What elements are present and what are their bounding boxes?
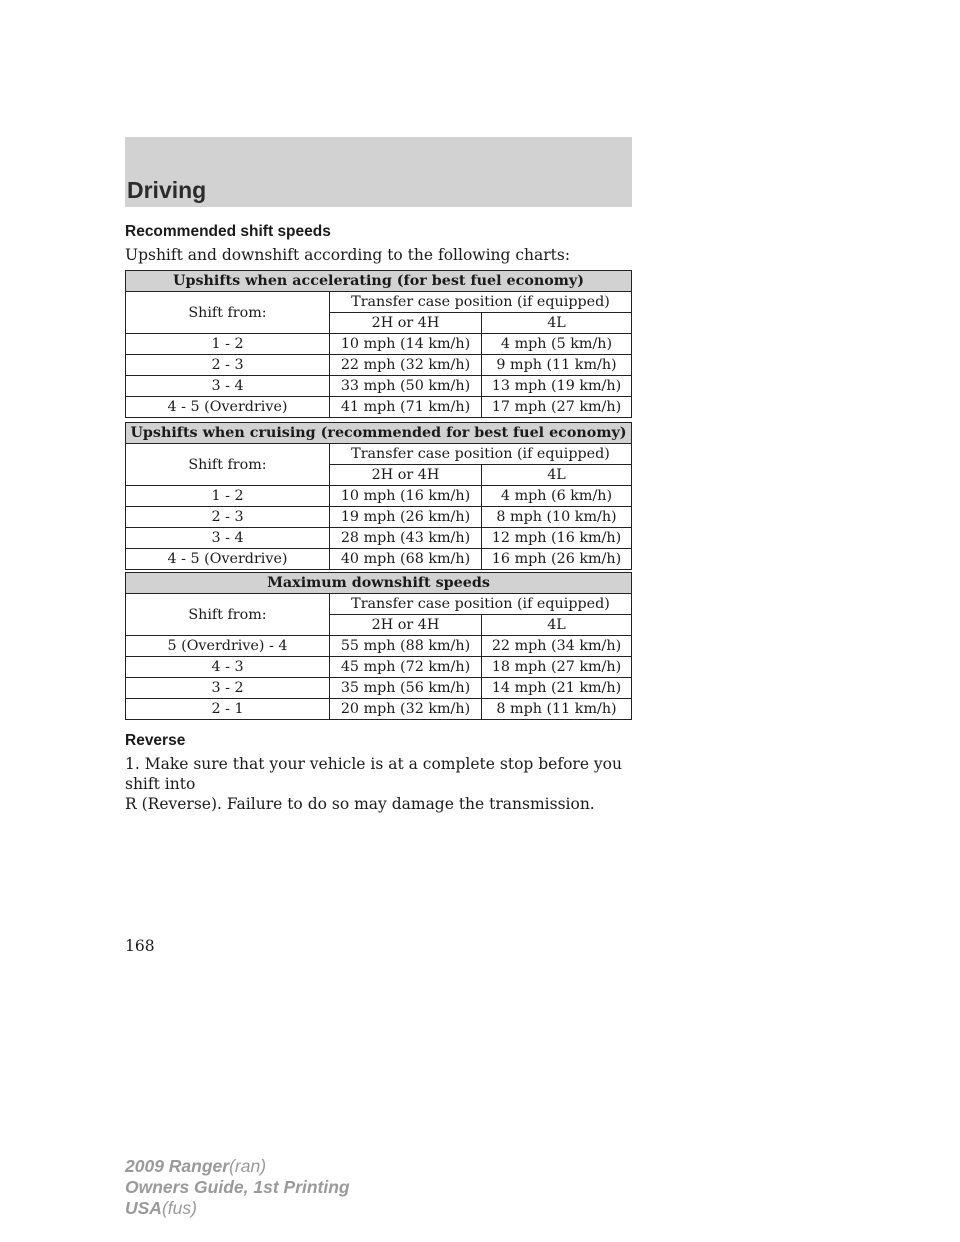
transfer-case-header: Transfer case position (if equipped) bbox=[330, 292, 632, 313]
table-row bbox=[126, 528, 632, 549]
chapter-header bbox=[125, 137, 632, 207]
table-row bbox=[126, 486, 632, 507]
speed-4l-cell: 8 mph (10 km/h) bbox=[482, 507, 632, 528]
table-row bbox=[126, 334, 632, 355]
shift-gear-cell: 2 - 3 bbox=[126, 355, 330, 376]
max-downshift-table bbox=[125, 572, 632, 720]
footer-line-3 bbox=[125, 1198, 350, 1219]
section-title-reverse: Reverse bbox=[125, 732, 186, 749]
shift-gear-cell: 3 - 4 bbox=[126, 528, 330, 549]
intro-text: Upshift and downshift according to the following charts: bbox=[125, 246, 571, 264]
speed-4l-cell: 13 mph (19 km/h) bbox=[482, 376, 632, 397]
shift-gear-cell: 3 - 4 bbox=[126, 376, 330, 397]
shift-gear-cell: 1 - 2 bbox=[126, 486, 330, 507]
speed-2h-4h-cell: 55 mph (88 km/h) bbox=[330, 636, 482, 657]
shift-gear-cell: 4 - 3 bbox=[126, 657, 330, 678]
transfer-case-header: Transfer case position (if equipped) bbox=[330, 594, 632, 615]
table-row bbox=[126, 355, 632, 376]
speed-2h-4h-cell: 28 mph (43 km/h) bbox=[330, 528, 482, 549]
reverse-text bbox=[125, 754, 645, 814]
speed-2h-4h-cell: 45 mph (72 km/h) bbox=[330, 657, 482, 678]
table-row bbox=[126, 549, 632, 570]
speed-2h-4h-cell: 10 mph (16 km/h) bbox=[330, 486, 482, 507]
speed-4l-cell: 8 mph (11 km/h) bbox=[482, 699, 632, 720]
speed-4l-cell: 18 mph (27 km/h) bbox=[482, 657, 632, 678]
speed-2h-4h-cell: 40 mph (68 km/h) bbox=[330, 549, 482, 570]
speed-2h-4h-cell: 35 mph (56 km/h) bbox=[330, 678, 482, 699]
footer-printing: Owners Guide, 1st Printing bbox=[125, 1177, 350, 1197]
table-row bbox=[126, 657, 632, 678]
speed-2h-4h-cell: 22 mph (32 km/h) bbox=[330, 355, 482, 376]
shift-from-header: Shift from: bbox=[126, 292, 330, 334]
table-row bbox=[126, 678, 632, 699]
footer-market: USA bbox=[125, 1198, 162, 1218]
table-row bbox=[126, 507, 632, 528]
transfer-case-header: Transfer case position (if equipped) bbox=[330, 444, 632, 465]
upshift-accelerating-table bbox=[125, 270, 632, 418]
column-header-4l: 4L bbox=[482, 465, 632, 486]
speed-4l-cell: 12 mph (16 km/h) bbox=[482, 528, 632, 549]
footer-imprint bbox=[125, 1156, 350, 1219]
table-title: Maximum downshift speeds bbox=[126, 573, 632, 594]
speed-4l-cell: 9 mph (11 km/h) bbox=[482, 355, 632, 376]
speed-4l-cell: 4 mph (6 km/h) bbox=[482, 486, 632, 507]
chapter-title: Driving bbox=[127, 177, 207, 203]
column-header-4l: 4L bbox=[482, 615, 632, 636]
speed-2h-4h-cell: 20 mph (32 km/h) bbox=[330, 699, 482, 720]
table-row bbox=[126, 636, 632, 657]
shift-gear-cell: 5 (Overdrive) - 4 bbox=[126, 636, 330, 657]
speed-2h-4h-cell: 41 mph (71 km/h) bbox=[330, 397, 482, 418]
shift-gear-cell: 3 - 2 bbox=[126, 678, 330, 699]
speed-4l-cell: 4 mph (5 km/h) bbox=[482, 334, 632, 355]
column-header-2h-4h: 2H or 4H bbox=[330, 313, 482, 334]
shift-gear-cell: 2 - 3 bbox=[126, 507, 330, 528]
table-row bbox=[126, 376, 632, 397]
table-title: Upshifts when cruising (recommended for best fuel economy) bbox=[126, 423, 632, 444]
column-header-2h-4h: 2H or 4H bbox=[330, 465, 482, 486]
speed-2h-4h-cell: 19 mph (26 km/h) bbox=[330, 507, 482, 528]
page-number: 168 bbox=[125, 937, 155, 955]
shift-gear-cell: 1 - 2 bbox=[126, 334, 330, 355]
table-row bbox=[126, 699, 632, 720]
table-title: Upshifts when accelerating (for best fuel economy) bbox=[126, 271, 632, 292]
upshift-cruising-table bbox=[125, 422, 632, 570]
column-header-4l: 4L bbox=[482, 313, 632, 334]
shift-gear-cell: 4 - 5 (Overdrive) bbox=[126, 397, 330, 418]
shift-gear-cell: 2 - 1 bbox=[126, 699, 330, 720]
speed-4l-cell: 17 mph (27 km/h) bbox=[482, 397, 632, 418]
speed-2h-4h-cell: 33 mph (50 km/h) bbox=[330, 376, 482, 397]
footer-model: 2009 Ranger bbox=[125, 1156, 230, 1176]
speed-4l-cell: 14 mph (21 km/h) bbox=[482, 678, 632, 699]
speed-4l-cell: 16 mph (26 km/h) bbox=[482, 549, 632, 570]
speed-4l-cell: 22 mph (34 km/h) bbox=[482, 636, 632, 657]
footer-line-1 bbox=[125, 1156, 350, 1177]
section-title-shift-speeds: Recommended shift speeds bbox=[125, 223, 331, 240]
reverse-line-1: 1. Make sure that your vehicle is at a complete stop before you shift into bbox=[125, 755, 622, 793]
shift-from-header: Shift from: bbox=[126, 594, 330, 636]
footer-market-code: (fus) bbox=[161, 1198, 197, 1218]
column-header-2h-4h: 2H or 4H bbox=[330, 615, 482, 636]
speed-2h-4h-cell: 10 mph (14 km/h) bbox=[330, 334, 482, 355]
shift-from-header: Shift from: bbox=[126, 444, 330, 486]
footer-model-code: (ran) bbox=[229, 1156, 267, 1176]
reverse-line-2: R (Reverse). Failure to do so may damage the transmission. bbox=[125, 795, 595, 813]
table-row bbox=[126, 397, 632, 418]
shift-gear-cell: 4 - 5 (Overdrive) bbox=[126, 549, 330, 570]
footer-line-2 bbox=[125, 1177, 350, 1198]
